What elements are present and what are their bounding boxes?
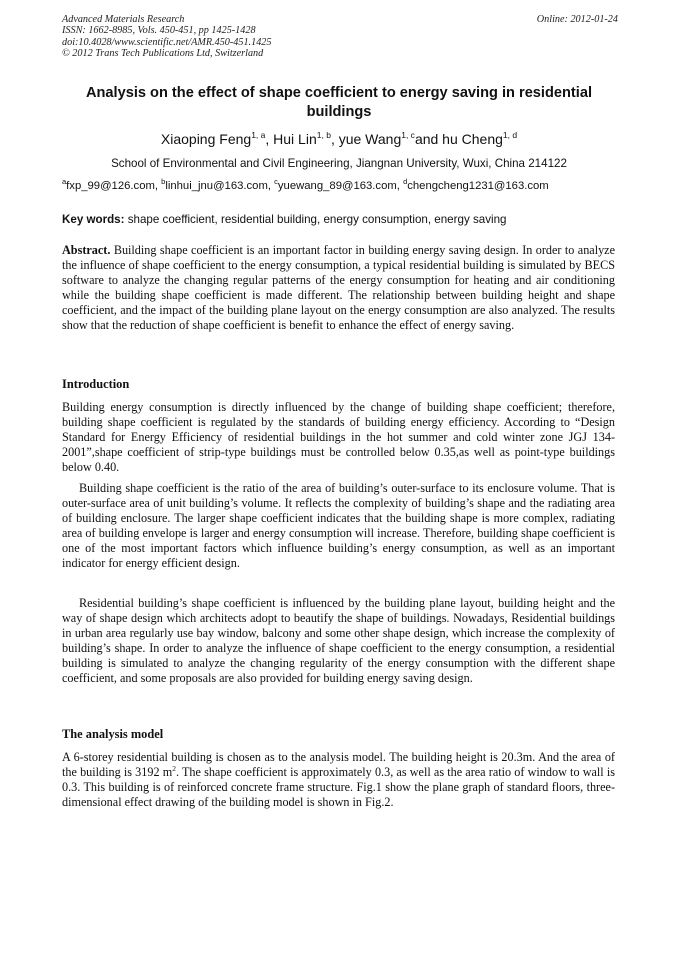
keywords-text: shape coefficient, residential building, energy consumption, energy saving: [124, 213, 507, 226]
keywords-label: Key words:: [62, 213, 125, 226]
email-address: yuewang_89@163.com,: [277, 180, 404, 192]
email-mark: d: [403, 177, 408, 186]
journal-name: Advanced Materials Research: [62, 14, 185, 25]
intro-paragraph-1: Building energy consumption is directly influenced by the change of building shape coefficient; therefore, building shape coefficient is regulated by the standards of building energy efficiency. According to “Design Standard for Energy Efficiency of residential buildings in the hot summer and cold winter zone JGJ 134-2001”,shape coefficient of strip-type buildings must be controlled below 0.35,as well as point-type buildings below 0.40.: [62, 400, 615, 475]
email-mark: b: [161, 177, 166, 186]
author-affiliation-mark: 1, c: [401, 130, 415, 140]
area-unit-superscript: 2: [172, 764, 176, 774]
keywords: [62, 213, 622, 227]
paper-title: Analysis on the effect of shape coefficient to energy saving in residential buildings: [85, 85, 593, 120]
email-list: [62, 179, 622, 193]
doi-line: doi:10.4028/www.scientific.net/AMR.450-451.1425: [62, 36, 272, 48]
email-address: linhui_jnu@163.com,: [165, 180, 275, 192]
journal-header: [62, 14, 618, 60]
analysis-text-part-1: A 6-storey residential building is chosen as to the analysis model. The building height is 20.3m. And the area of the building is 3192 m: [62, 750, 615, 780]
copyright-line: © 2012 Trans Tech Publications Ltd, Switzerland: [62, 48, 264, 60]
author-affiliation-mark: 1, a: [251, 130, 266, 140]
analysis-model-paragraph: [62, 750, 615, 810]
abstract: [62, 243, 615, 334]
email-address: chengcheng1231@163.com: [407, 180, 549, 192]
author-name: yue Wang: [338, 131, 402, 147]
author-affiliation-mark: 1, b: [316, 130, 331, 140]
author-name: Xiaoping Feng: [160, 131, 252, 147]
email-mark: a: [62, 177, 67, 186]
issn-line: ISSN: 1662-8985, Vols. 450-451, pp 1425-1428: [62, 25, 256, 37]
section-heading-analysis-model: The analysis model: [62, 727, 164, 741]
author-affiliation-mark: 1, d: [502, 130, 518, 140]
analysis-text-part-2: . The shape coefficient is approximately 0.3, as well as the area ratio of window to wall is 0.3. This building is of reinforced concrete frame structure. Fig.1 show the plane graph of standard floors, three-dimensional effect drawing of the building model is shown in Fig.2.: [62, 765, 615, 810]
affiliation: School of Environmental and Civil Engineering, Jiangnan University, Wuxi, China 214122: [111, 157, 567, 170]
author-separator: ,: [265, 131, 274, 147]
abstract-label: Abstract.: [62, 243, 111, 257]
email-address: fxp_99@126.com,: [66, 180, 162, 192]
author-name: and hu Cheng: [414, 131, 503, 147]
abstract-text: Building shape coefficient is an important factor in building energy saving design. In order to analyze the influence of shape coefficient to the energy consumption, a typical residential building is simulated by BECS software to analyze the changing regular patterns of the energy consumption for heating and air conditioning while the building shape coefficient is made different. The relationship between building height and shape coefficient, and the impact of the building plane layout on the energy consumption are also analyzed. The results show that the reduction of shape coefficient is benefit to enhance the effect of energy saving.: [62, 243, 615, 333]
author-separator: ,: [330, 131, 339, 147]
intro-paragraph-2: Building shape coefficient is the ratio of the area of building’s outer-surface to its enclosure volume. That is outer-surface area of unit building’s volume. It reflects the complexity of building’s shape and the radiating area of building enclosure. The larger shape coefficient indicates that the building shape is more complex, radiating area of building envelope is larger and energy consumption will increase. Therefore, building shape coefficient is one of the most important factors which influence building’s energy consumption, as well as an important indicator for energy efficient design.: [62, 481, 615, 571]
intro-paragraph-3: Residential building’s shape coefficient is influenced by the building plane layout, building height and the way of shape design which architects adopt to beautify the shape of buildings. Nowadays, Residential buildings in urban area regularly use bay window, balcony and some other shape design, which increase the complexity of building’s shape. In order to analyze the influence of shape coefficient to the energy consumption, a residential building is simulated to analyze the changing regularity of the energy consumption with the different shape coefficient, and some proposals are also provided for building energy saving design.: [62, 596, 615, 686]
author-name: Hui Lin: [273, 131, 317, 147]
section-heading-introduction: Introduction: [62, 377, 130, 391]
author-list: [40, 130, 638, 148]
email-mark: c: [274, 177, 278, 186]
online-date: Online: 2012-01-24: [536, 14, 618, 25]
